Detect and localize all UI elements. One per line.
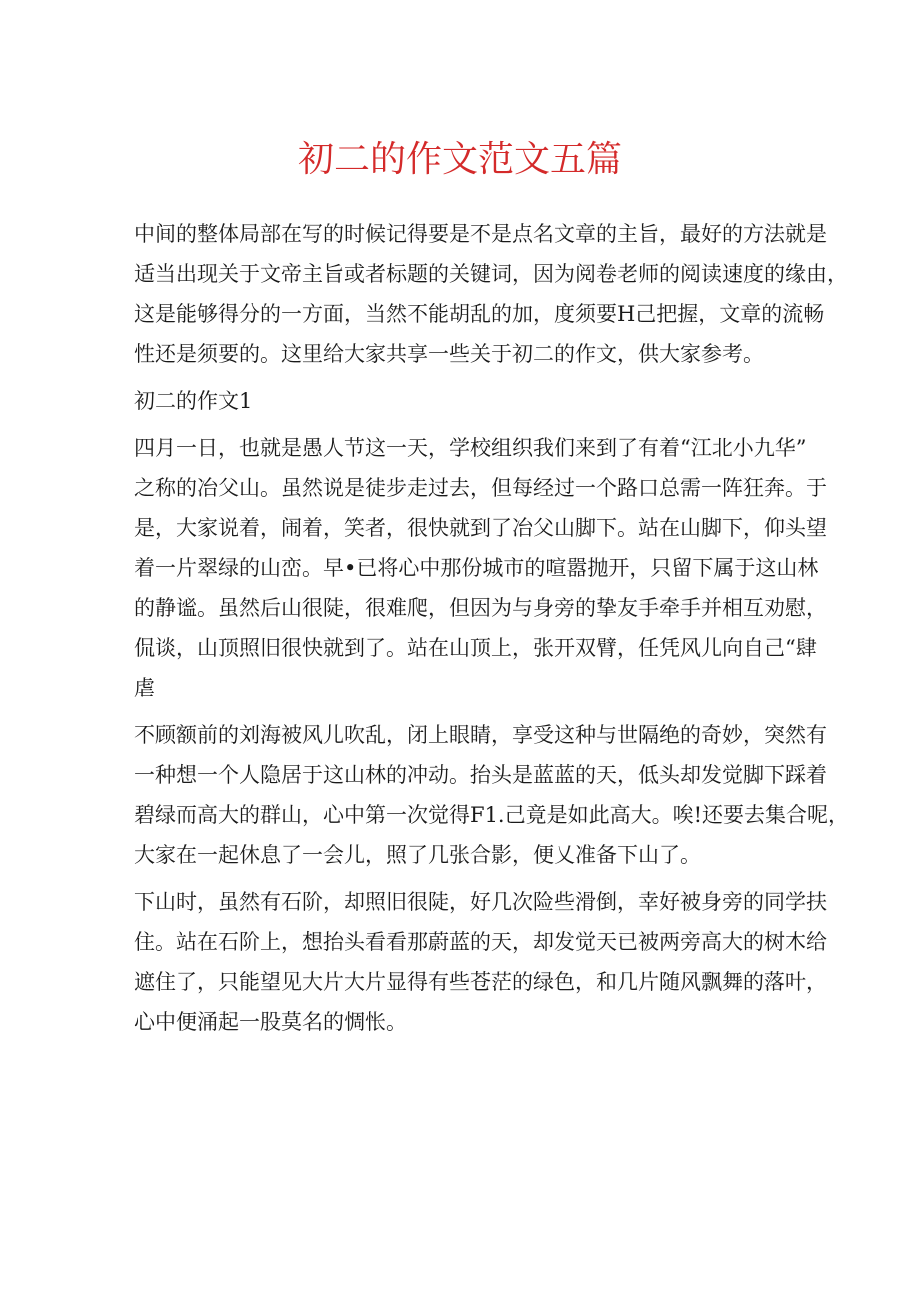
text-line: 是，大家说着，闹着，笑者，很快就到了冶父山脚下。站在山脚下，仰头望	[134, 516, 827, 540]
paragraph-essay-1	[134, 428, 827, 708]
text-line: 这是能够得分的一方面，当然不能胡乱的加，度须要H己把握，文章的流畅	[134, 302, 825, 326]
paragraph-essay-3	[134, 882, 827, 1042]
section-heading	[134, 381, 800, 421]
text-line: 碧绿而高大的群山，心中第一次觉得F1.己竟是如此高大。唉!还要去集合呢，	[134, 803, 850, 827]
text-line: 之称的冶父山。虽然说是徒步走过去，但每经过一个路口总需一阵狂奔。于	[134, 476, 827, 500]
text-line: 虐	[134, 676, 155, 700]
text-line: 的静谧。虽然后山很陡，很难爬，但因为与身旁的挚友手牵手并相互劝慰，	[134, 596, 827, 620]
text-line: 下山时，虽然有石阶，却照旧很陡，好几次险些滑倒，幸好被身旁的同学扶	[134, 890, 827, 914]
paragraph-intro	[134, 214, 848, 374]
text-line: 着一片翠绿的山峦。早•已将心中那份城市的喧嚣抛开，只留下属于这山林	[134, 556, 819, 580]
text-line: 侃谈，山顶照旧很快就到了。站在山顶上，张开双臂，任凭风儿向自己“肆	[134, 636, 817, 660]
document-body	[134, 214, 850, 1049]
document-title: 初二的作文范文五篇	[297, 139, 622, 180]
text-line: 住。站在石阶上，想抬头看看那蔚蓝的天，却发觉天已被两旁高大的树木给	[134, 930, 827, 954]
text-line: 性还是须要的。这里给大家共享一些关于初二的作文，供大家参考。	[134, 342, 764, 366]
paragraph-essay-2	[134, 715, 850, 875]
text-line: 四月一日，也就是愚人节这一天，学校组织我们来到了有着“江北小九华”	[134, 436, 807, 460]
text-line: 初二的作文1	[134, 389, 253, 413]
text-line: 中间的整体局部在写的时候记得要是不是点名文章的主旨，最好的方法就是	[134, 222, 827, 246]
text-line: 不顾额前的刘海被风儿吹乱，闭上眼睛，享受这种与世隔绝的奇妙，突然有	[134, 723, 827, 747]
text-line: 心中便涌起一股莫名的惆怅。	[134, 1010, 407, 1034]
text-line: 遮住了，只能望见大片大片显得有些苍茫的绿色，和几片随风飘舞的落叶，	[134, 970, 827, 994]
text-line: 大家在一起休息了一会儿，照了几张合影，便乂准备下山了。	[134, 843, 701, 867]
text-line: 一种想一个人隐居于这山林的冲动。抬头是蓝蓝的天，低头却发觉脚下踩着	[134, 763, 827, 787]
text-line: 适当出现关于文帝主旨或者标题的关键词，因为阅卷老师的阅读速度的缘由，	[134, 262, 848, 286]
